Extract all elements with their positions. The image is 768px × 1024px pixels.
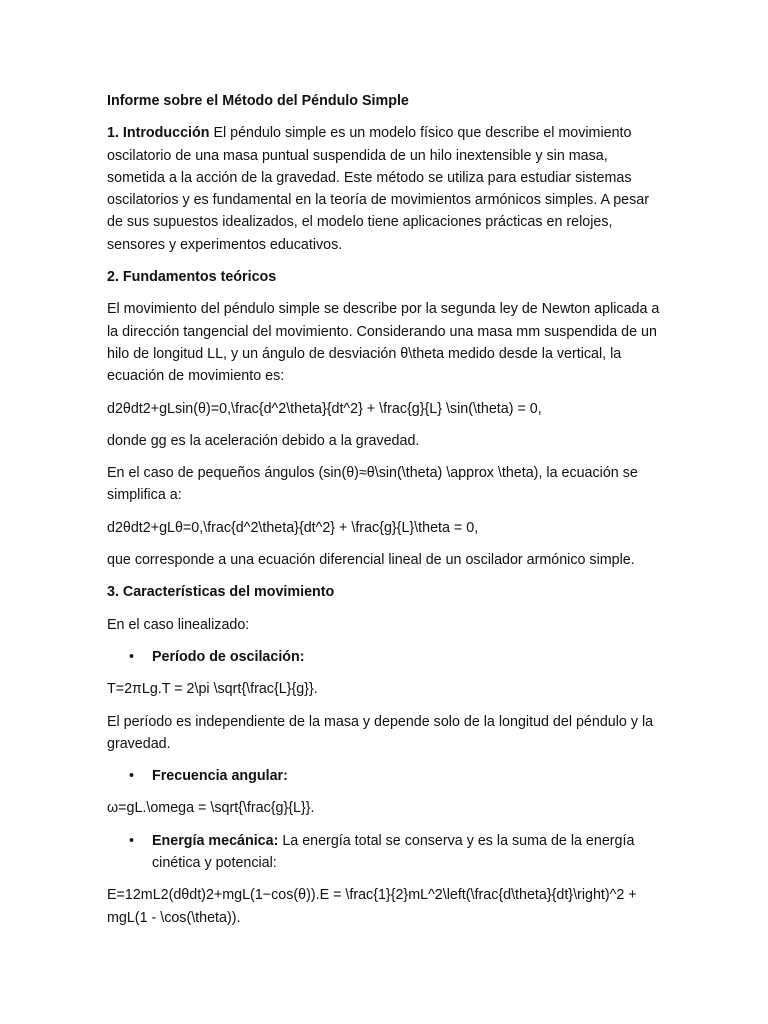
bullet-dot: •: [129, 648, 135, 665]
section2-heading: 2. Fundamentos teóricos: [107, 269, 277, 286]
intro-heading: 1. Introducción: [107, 125, 210, 142]
section2-paragraph-1: El movimiento del péndulo simple se describe por la segunda ley de Newton aplicada a la dirección tangencial del movimiento. Considerando una masa mm suspendida de un hilo de longitud LL, y un ángulo de desviación θ\theta medido desde la vertical, la ecuación de movimiento es:: [107, 301, 660, 385]
bullet-mechanical-energy-text: La energía total se conserva y es la suma de la energía cinética y potencial:: [152, 832, 635, 872]
section3-heading: 3. Características del movimiento: [107, 584, 335, 601]
bullet-dot: •: [129, 768, 135, 785]
intro-paragraph: [107, 122, 662, 256]
intro-text: El péndulo simple es un modelo físico que describe el movimiento oscilatorio de una masa puntual suspendida de un hilo inextensible y sin masa, sometida a la acción de la gravedad. Este método se utiliza para estudiar sistemas oscilatorios y es fundamental en la teoría de movimientos armónicos simples. A pesar de sus supuestos idealizados, el modelo tiene aplicaciones prácticas en relojes, sensores y experimentos educativos.: [107, 125, 649, 253]
section2-paragraph-3: En el caso de pequeños ángulos (sin(θ)≈θ\sin(\theta) \approx \theta), la ecuación se simplifica a:: [107, 465, 638, 504]
document-title: Informe sobre el Método del Péndulo Simple: [107, 93, 409, 109]
section3-paragraph-1: En el caso linealizado:: [107, 616, 250, 633]
equation-energy: E=12mL2(dθdt)2+mgL(1−cos(θ)).E = \frac{1}{2}mL^2\left(\frac{d\theta}{dt}\right)^2 + mgL(1 - \cos(\theta)).: [107, 887, 637, 926]
bullet-mechanical-energy-label: Energía mecánica:: [152, 832, 279, 849]
equation-linearized: d2θdt2+gLθ=0,\frac{d^2\theta}{dt^2} + \frac{g}{L}\theta = 0,: [107, 519, 479, 536]
section2-paragraph-2: donde gg es la aceleración debido a la gravedad.: [107, 432, 420, 449]
bullet-angular-frequency-label: Frecuencia angular:: [152, 768, 288, 785]
bullet-period: [107, 646, 662, 668]
bullet-dot: •: [129, 832, 135, 849]
equation-period: T=2πLg.T = 2\pi \sqrt{\frac{L}{g}}.: [107, 681, 318, 698]
bullet-period-label: Período de oscilación:: [152, 648, 305, 665]
section3-paragraph-2: El período es independiente de la masa y depende solo de la longitud del péndulo y la gravedad.: [107, 713, 654, 752]
section2-paragraph-4: que corresponde a una ecuación diferencial lineal de un oscilador armónico simple.: [107, 552, 635, 569]
bullet-angular-frequency: [107, 765, 662, 787]
bullet-mechanical-energy: [107, 830, 662, 875]
equation-motion: d2θdt2+gLsin(θ)=0,\frac{d^2\theta}{dt^2} + \frac{g}{L} \sin(\theta) = 0,: [107, 400, 542, 417]
equation-angular-frequency: ω=gL.\omega = \sqrt{\frac{g}{L}}.: [107, 800, 315, 817]
